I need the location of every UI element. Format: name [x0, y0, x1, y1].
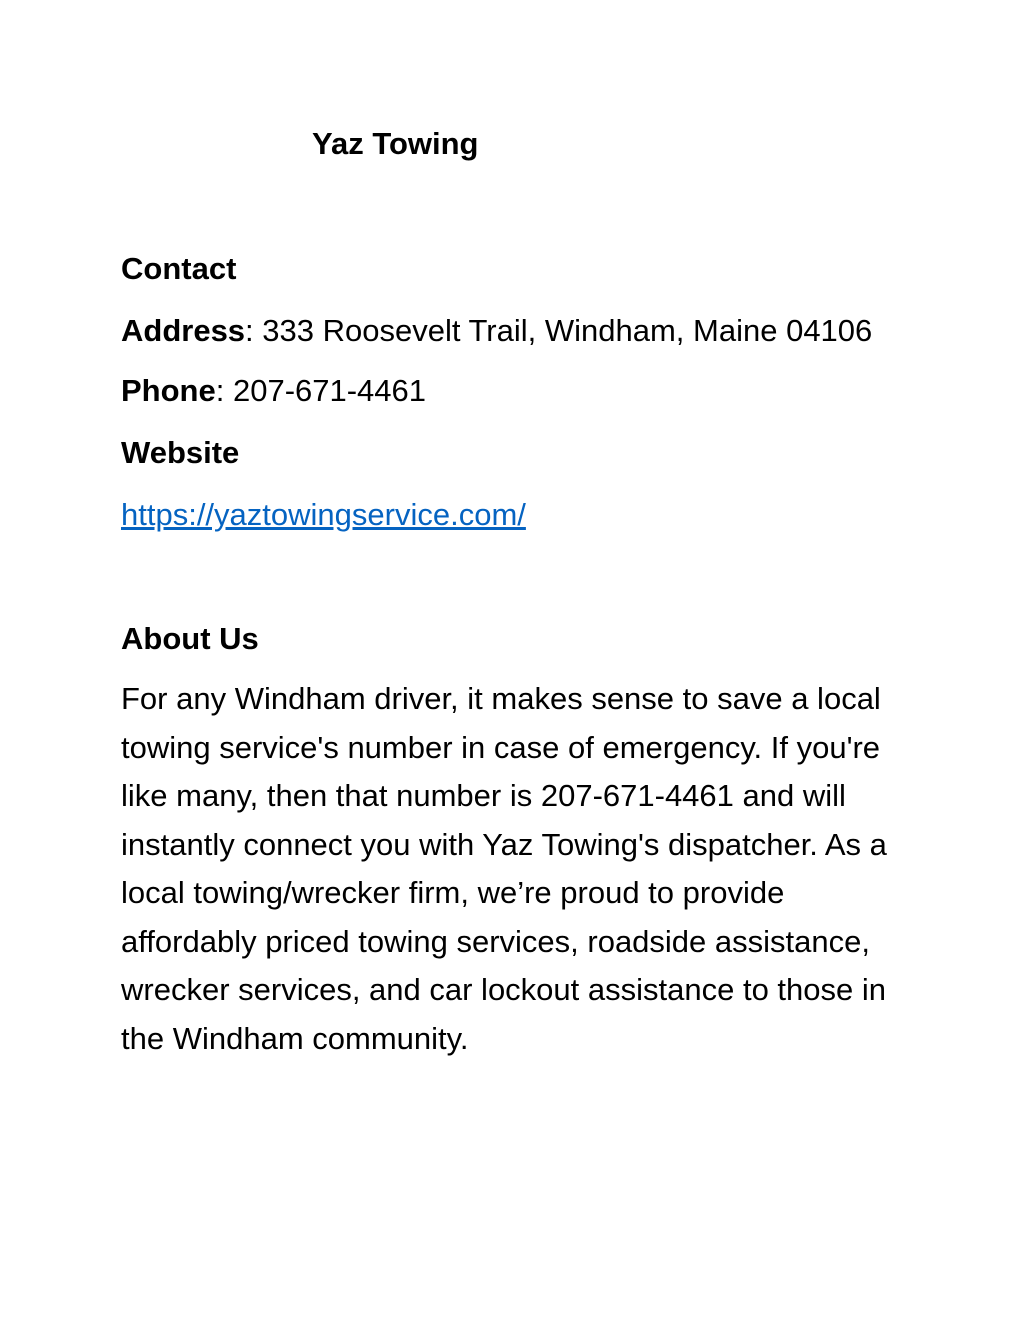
about-heading: About Us	[121, 621, 259, 656]
contact-heading: Contact	[121, 251, 237, 286]
phone-line	[121, 367, 921, 415]
address-line	[121, 307, 921, 355]
address-value: 333 Roosevelt Trail, Windham, Maine 04106	[262, 313, 873, 348]
website-line	[121, 491, 921, 539]
website-heading: Website	[121, 435, 240, 470]
about-body-text: For any Windham driver, it makes sense to save a local towing service's number in case of emergency. If you're like many, then that number is 207-671-4461 and will instantly connect you with Yaz Towing's dispatcher. As a local towing/wrecker firm, we’re proud to provide affordably priced towing services, roadside assistance, wrecker services, and car lockout assistance to those in the Windham community.	[121, 681, 887, 1056]
document-content	[121, 245, 921, 1063]
address-label: Address	[121, 313, 246, 348]
document-title: Yaz Towing	[312, 126, 479, 161]
website-link[interactable]: https://yaztowingservice.com/	[121, 497, 526, 532]
phone-separator: :	[215, 373, 233, 408]
address-separator: :	[245, 313, 263, 348]
phone-label: Phone	[121, 373, 216, 408]
phone-value: 207-671-4461	[232, 373, 427, 408]
